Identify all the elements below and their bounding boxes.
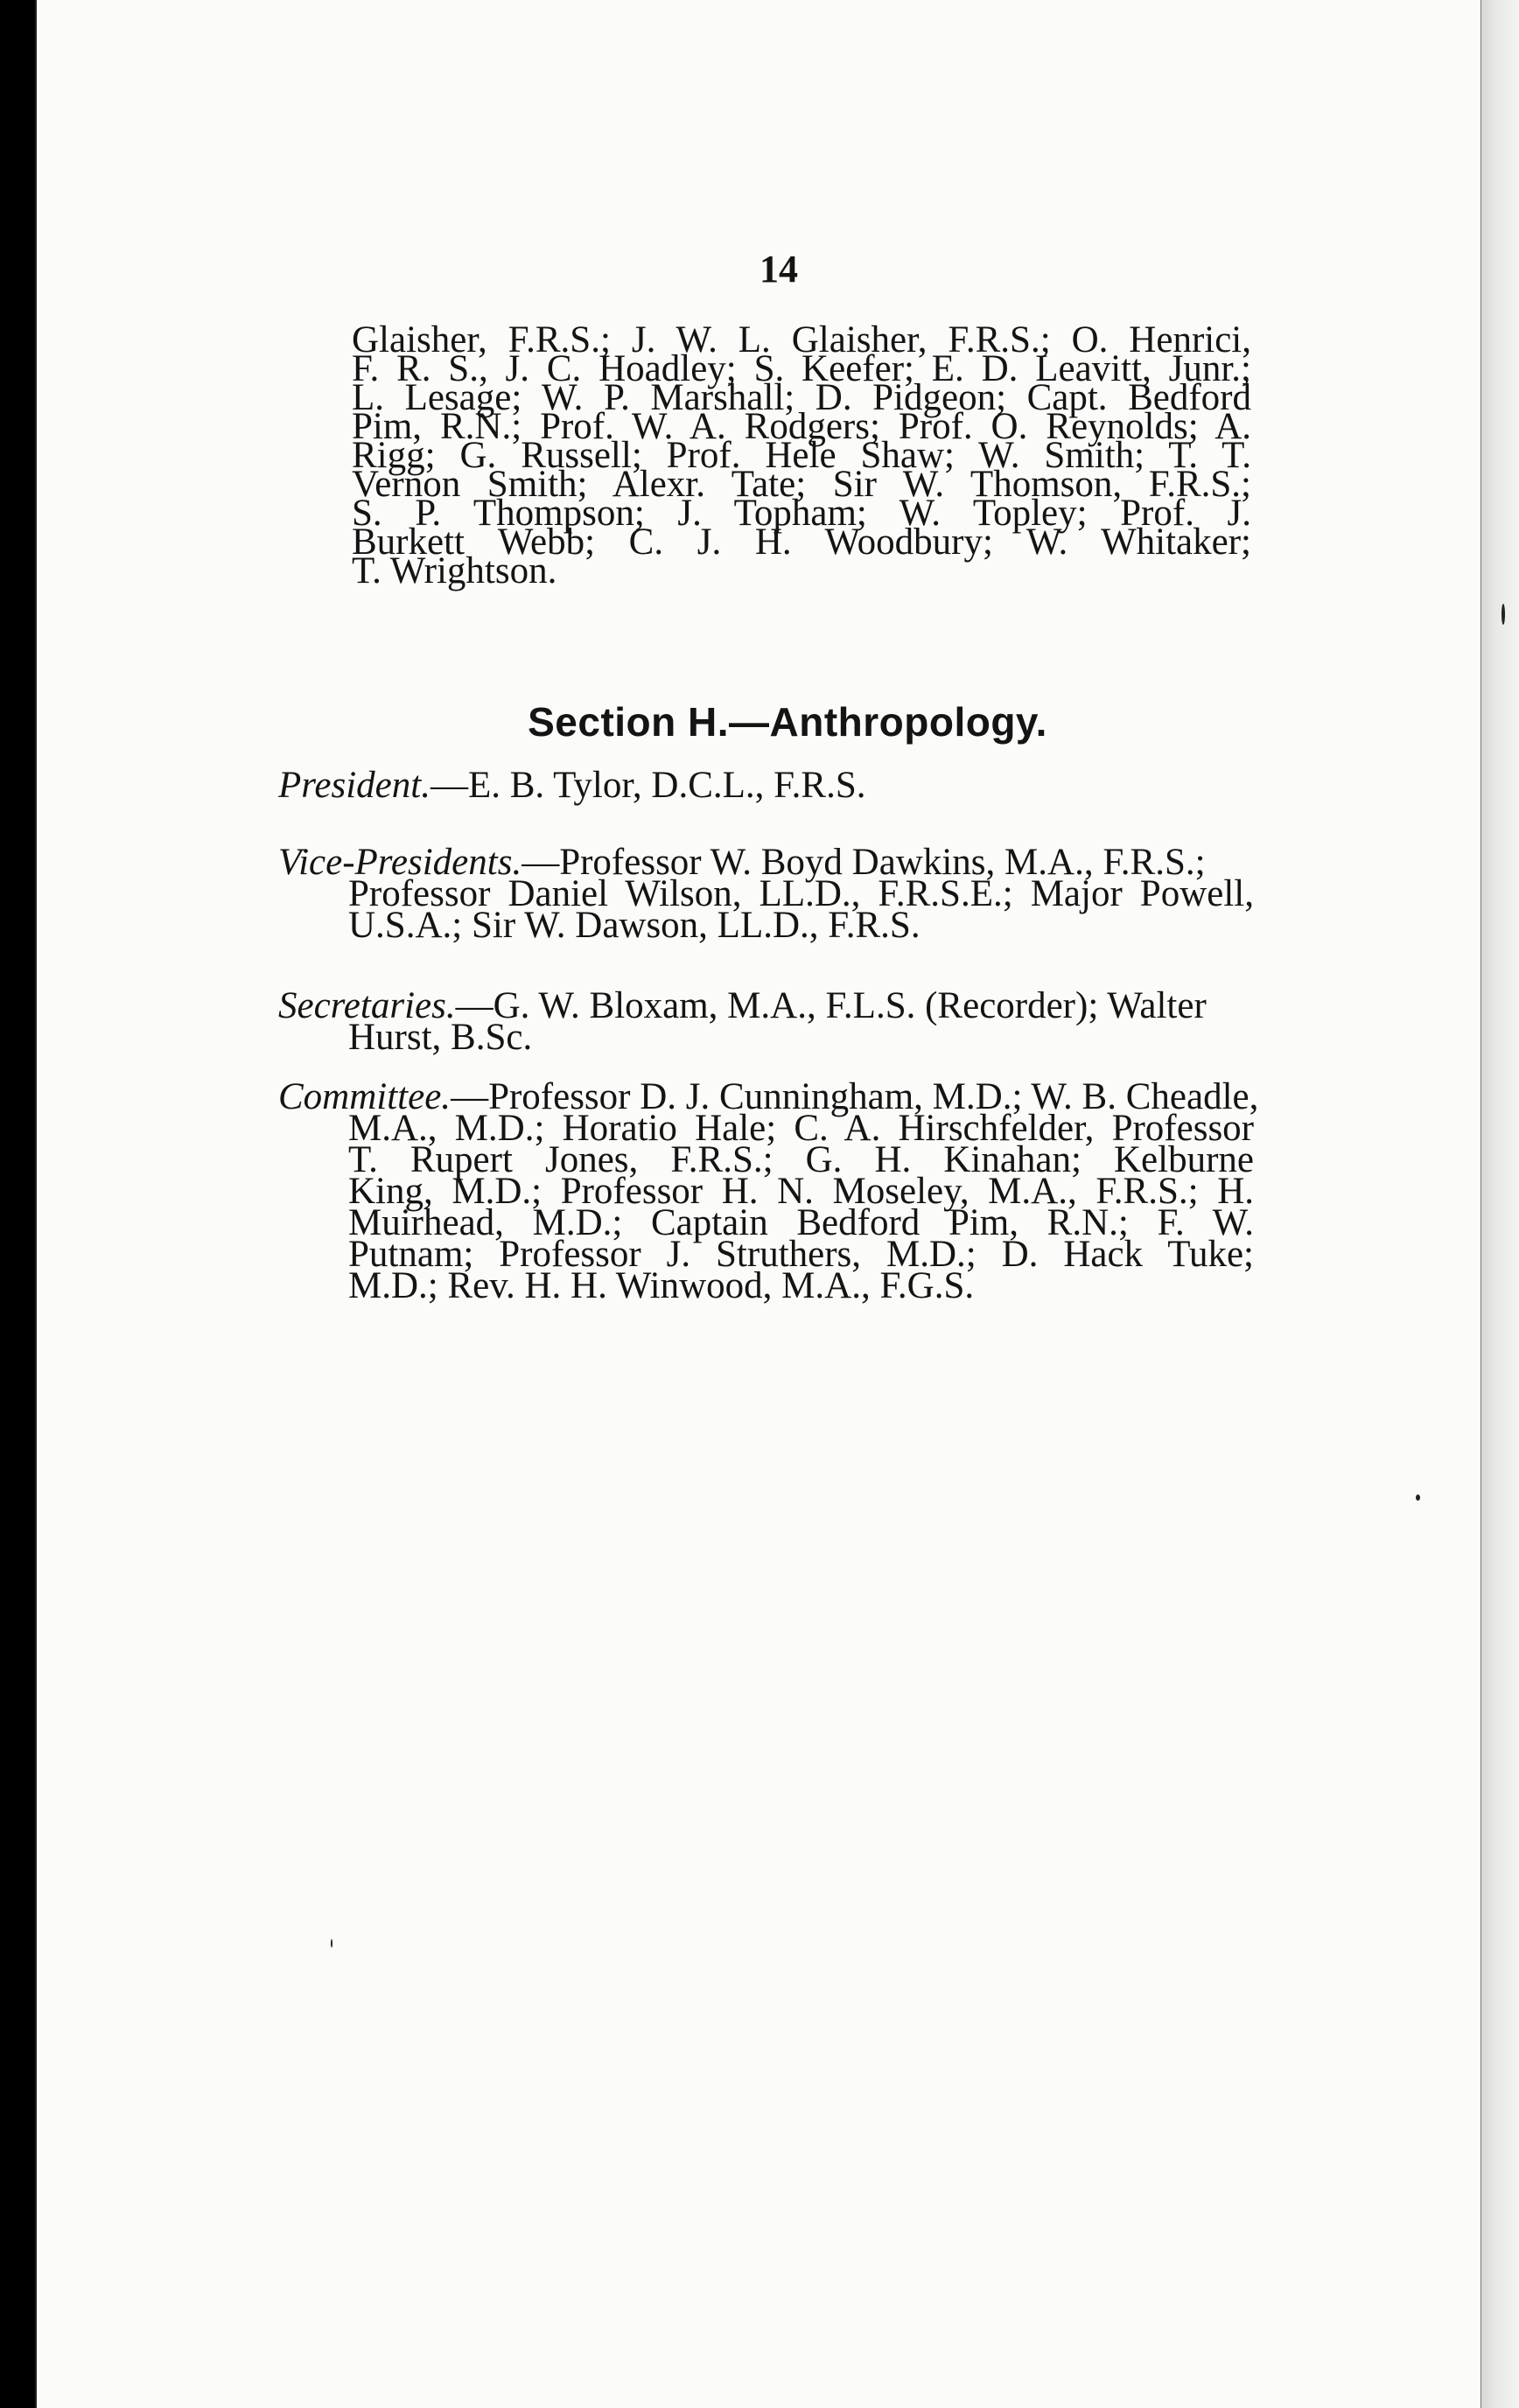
vice-presidents-names: —Professor W. Boyd Dawkins, M.A., F.R.S.;	[522, 842, 1206, 883]
entry-line: T. Rupert Jones, F.R.S.; G. H. Kinahan; Kelburne	[348, 1139, 1254, 1180]
ink-speck	[331, 1939, 332, 1948]
entry-line: Muirhead, M.D.; Captain Bedford Pim, R.N.; F. W.	[348, 1202, 1254, 1243]
ink-speck	[1502, 604, 1505, 625]
continued-member-list	[352, 319, 1251, 592]
entry-line: U.S.A.; Sir W. Dawson, LL.D., F.R.S.	[348, 905, 920, 946]
secretaries-entry	[278, 985, 1254, 1058]
list-line: F. R. S., J. C. Hoadley; S. Keefer; E. D. Leavitt, Junr.;	[352, 348, 1251, 389]
list-line: Rigg; G. Russell; Prof. Hele Shaw; W. Smith; T. T.	[352, 435, 1251, 476]
ink-speck	[1416, 1494, 1420, 1501]
entry-line: Putnam; Professor J. Struthers, M.D.; D. Hack Tuke;	[348, 1234, 1254, 1275]
vice-presidents-entry	[278, 842, 1254, 946]
entry-line: Professor Daniel Wilson, LL.D., F.R.S.E.; Major Powell,	[348, 873, 1254, 914]
president-role: President.	[278, 765, 430, 806]
entry-line: M.A., M.D.; Horatio Hale; C. A. Hirschfelder, Professor	[348, 1108, 1254, 1149]
page-edge	[1480, 0, 1519, 2408]
list-line: L. Lesage; W. P. Marshall; D. Pidgeon; Capt. Bedford	[352, 377, 1251, 418]
committee-names: —Professor D. J. Cunningham, M.D.; W. B. Cheadle,	[451, 1076, 1259, 1117]
list-line: T. Wrightson.	[352, 550, 557, 592]
vice-presidents-role: Vice-Presidents.	[278, 842, 522, 883]
list-line: Pim, R.N.; Prof. W. A. Rodgers; Prof. O. Reynolds; A.	[352, 406, 1251, 447]
committee-role: Committee.	[278, 1076, 452, 1117]
page-number: 14	[760, 248, 798, 290]
entry-line: Hurst, B.Sc.	[348, 1017, 533, 1058]
list-line: S. P. Thompson; J. Topham; W. Topley; Prof. J.	[352, 493, 1251, 534]
entry-line: King, M.D.; Professor H. N. Moseley, M.A., F.R.S.; H.	[348, 1171, 1254, 1212]
president-entry	[278, 765, 1254, 806]
list-line: Vernon Smith; Alexr. Tate; Sir W. Thomson, F.R.S.;	[352, 464, 1251, 505]
section-heading: Section H.—Anthropology.	[528, 699, 1047, 745]
president-names: —E. B. Tylor, D.C.L., F.R.S.	[430, 765, 866, 806]
committee-entry	[278, 1076, 1259, 1306]
secretaries-role: Secretaries.	[278, 985, 456, 1026]
list-line: Glaisher, F.R.S.; J. W. L. Glaisher, F.R.S.; O. Henrici,	[352, 319, 1251, 360]
entry-line: M.D.; Rev. H. H. Winwood, M.A., F.G.S.	[348, 1265, 975, 1306]
secretaries-names: —G. W. Bloxam, M.A., F.L.S. (Recorder); Walter	[455, 985, 1207, 1026]
list-line: Burkett Webb; C. J. H. Woodbury; W. Whitaker;	[352, 522, 1251, 563]
